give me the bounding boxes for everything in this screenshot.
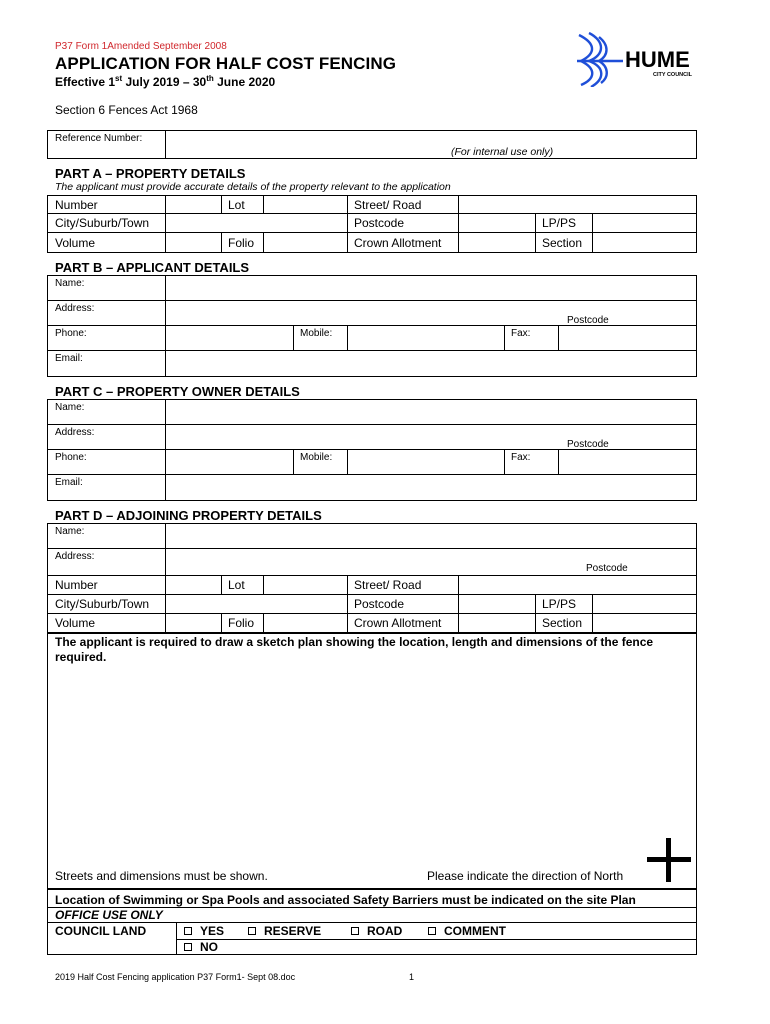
b-mobile-label: Mobile:	[300, 328, 333, 339]
page-number: 1	[409, 972, 415, 982]
d-lpps-label: LP/PS	[542, 597, 577, 611]
a-crown-label: Crown Allotment	[354, 236, 442, 250]
footer-filename: 2019 Half Cost Fencing application P37 Form1- Sept 08.doc	[55, 972, 296, 982]
reference-note: (For internal use only)	[451, 146, 554, 158]
pools-note: Location of Swimming or Spa Pools and associated Safety Barriers must be indicated on the site Plan	[55, 893, 636, 907]
office-use-label: OFFICE USE ONLY	[55, 908, 163, 922]
a-number-label: Number	[55, 198, 98, 212]
c-name-label: Name:	[55, 402, 85, 413]
d-lot-label: Lot	[228, 578, 245, 592]
reference-number-field[interactable]	[166, 131, 696, 158]
c-mobile-label: Mobile:	[300, 452, 333, 463]
part-c-heading: PART C – PROPERTY OWNER DETAILS	[55, 384, 300, 399]
a-postcode-label: Postcode	[354, 216, 405, 230]
reserve-checkbox[interactable]: RESERVE	[248, 924, 321, 938]
sketch-north-note: Please indicate the direction of North	[427, 869, 624, 883]
c-address-label: Address:	[55, 427, 95, 438]
sketch-streets-note: Streets and dimensions must be shown.	[55, 869, 268, 883]
b-postcode-label: Postcode	[567, 315, 609, 326]
a-street-label: Street/ Road	[354, 198, 422, 212]
d-crown-label: Crown Allotment	[354, 616, 442, 630]
sketch-instruction: The applicant is required to draw a sketch plan showing the location, length and dimensions of the fence required.	[55, 635, 654, 664]
b-phone-label: Phone:	[55, 328, 87, 339]
a-volume-label: Volume	[55, 236, 96, 250]
road-checkbox[interactable]: ROAD	[351, 924, 402, 938]
part-d-heading: PART D – ADJOINING PROPERTY DETAILS	[55, 508, 322, 523]
svg-text:HUME: HUME	[625, 47, 690, 72]
no-checkbox[interactable]: NO	[184, 940, 218, 954]
reference-label: Reference Number:	[55, 133, 143, 144]
act-reference: Section 6 Fences Act 1968	[55, 103, 198, 117]
yes-checkbox[interactable]: YES	[184, 924, 224, 938]
form-id: P37 Form 1Amended September 2008	[55, 41, 227, 52]
part-a-note: The applicant must provide accurate details of the property relevant to the application	[55, 181, 451, 193]
b-fax-label: Fax:	[511, 328, 531, 339]
d-postcode2-label: Postcode	[354, 597, 405, 611]
north-cross-icon	[645, 836, 693, 884]
comment-checkbox[interactable]: COMMENT	[428, 924, 506, 938]
c-email-label: Email:	[55, 477, 83, 488]
svg-text:CITY COUNCIL: CITY COUNCIL	[653, 72, 693, 78]
a-city-label: City/Suburb/Town	[55, 216, 150, 230]
part-c-table	[47, 399, 697, 501]
c-fax-label: Fax:	[511, 452, 531, 463]
part-b-heading: PART B – APPLICANT DETAILS	[55, 260, 250, 275]
d-folio-label: Folio	[228, 616, 255, 630]
part-b-table	[47, 275, 697, 377]
a-lot-label: Lot	[228, 198, 245, 212]
b-name-label: Name:	[55, 278, 85, 289]
c-phone-label: Phone:	[55, 452, 87, 463]
d-volume-label: Volume	[55, 616, 96, 630]
c-postcode-label: Postcode	[567, 439, 609, 450]
d-city-label: City/Suburb/Town	[55, 597, 150, 611]
sketch-area[interactable]	[47, 633, 697, 889]
d-street-label: Street/ Road	[354, 578, 422, 592]
effective-dates: Effective 1st July 2019 – 30th June 2020	[55, 74, 276, 89]
d-section-label: Section	[542, 616, 583, 630]
a-folio-label: Folio	[228, 236, 255, 250]
hume-logo	[575, 31, 693, 87]
a-lpps-label: LP/PS	[542, 216, 577, 230]
d-address-label: Address:	[55, 551, 95, 562]
d-number-label: Number	[55, 578, 98, 592]
council-land-label: COUNCIL LAND	[55, 924, 147, 938]
a-section-label: Section	[542, 236, 583, 250]
b-address-label: Address:	[55, 303, 95, 314]
d-name-label: Name:	[55, 526, 85, 537]
b-email-label: Email:	[55, 353, 83, 364]
d-postcode-label: Postcode	[586, 563, 628, 574]
page-title: APPLICATION FOR HALF COST FENCING	[55, 54, 397, 73]
part-a-heading: PART A – PROPERTY DETAILS	[55, 166, 246, 181]
